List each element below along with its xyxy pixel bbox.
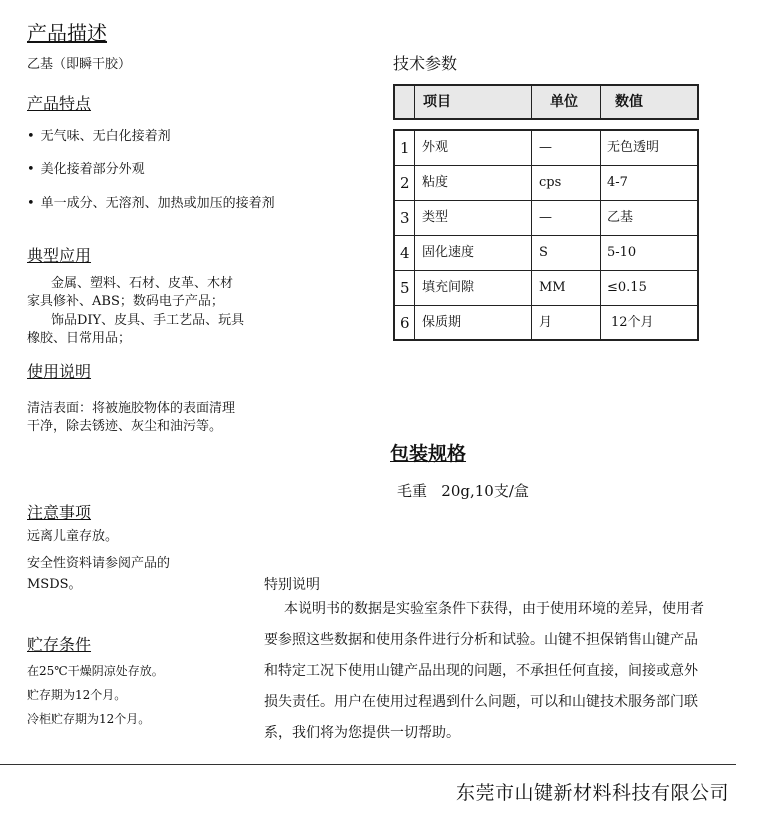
row-item: 粘度 [422, 175, 449, 190]
column-header-unit: 单位 [550, 94, 578, 110]
feature-item: • 单一成分、无溶剂、加热或加压的接着剂 [27, 192, 275, 211]
product-description-text: 乙基（即瞬干胶） [27, 57, 132, 72]
special-note-line: 本说明书的数据是实验室条件下获得，由于使用环境的差异，使用者 [284, 601, 704, 617]
table-row [395, 306, 697, 339]
usage-line: 清洁表面：将被施胶物体的表面清理 [27, 401, 236, 416]
row-number: 4 [400, 244, 410, 262]
product-description-heading: 产品描述 [27, 21, 107, 45]
table-row [395, 131, 697, 166]
row-value: 12个月 [611, 315, 654, 330]
packaging-text: 毛重 20g,10支/盒 [397, 482, 529, 500]
row-unit: MM [539, 280, 566, 295]
special-note-heading: 特别说明 [264, 577, 320, 593]
feature-item: • 美化接着部分外观 [27, 158, 145, 177]
special-note-line: 和特定工况下使用山键产品出现的问题，不承担任何直接，间接或意外 [264, 663, 698, 679]
special-note-line: 要参照这些数据和使用条件进行分析和试验。山键不担保销售山键产品 [264, 632, 698, 648]
row-item: 填充间隙 [422, 280, 475, 295]
row-item: 外观 [422, 140, 449, 155]
table-row [395, 236, 697, 271]
feature-item: • 无气味、无白化接着剂 [27, 125, 171, 144]
usage-line: 干净，除去锈迹、灰尘和油污等。 [27, 419, 223, 434]
row-number: 3 [400, 209, 410, 227]
applications-line: 饰品DIY、皮具、手工艺品、玩具 [51, 313, 245, 328]
footer-company: 东莞市山键新材料科技有限公司 [456, 782, 730, 804]
row-value: 无色透明 [607, 140, 660, 155]
row-item: 固化速度 [422, 245, 475, 260]
row-unit: cps [539, 175, 562, 190]
storage-heading: 贮存条件 [27, 635, 92, 654]
row-unit: 月 [539, 315, 553, 330]
row-number: 2 [400, 174, 410, 192]
applications-line: 金属、塑料、石材、皮革、木材 [51, 276, 234, 291]
row-number: 6 [400, 314, 410, 332]
special-note-line: 损失责任。用户在使用过程遇到什么问题，可以和山键技术服务部门联 [264, 694, 698, 710]
storage-line: 冷柜贮存期为12个月。 [27, 712, 151, 726]
features-heading: 产品特点 [27, 94, 92, 113]
row-unit: S [539, 245, 548, 260]
params-table [393, 129, 699, 341]
cautions-heading: 注意事项 [27, 503, 92, 522]
row-value: 4-7 [607, 175, 628, 190]
row-number: 5 [400, 279, 410, 297]
applications-line: 家具修补、ABS；数码电子产品； [27, 294, 224, 309]
applications-heading: 典型应用 [27, 246, 92, 265]
params-table-header [393, 84, 699, 120]
tech-params-heading: 技术参数 [393, 54, 458, 73]
table-row [395, 166, 697, 201]
row-value: 5-10 [607, 245, 637, 260]
row-item: 保质期 [422, 315, 462, 330]
special-note-body [264, 594, 739, 749]
column-header-item: 项目 [423, 94, 451, 110]
usage-heading: 使用说明 [27, 362, 92, 381]
special-note-line: 系，我们将为您提供一切帮助。 [264, 725, 460, 741]
row-value: 乙基 [607, 210, 634, 225]
column-header-value: 数值 [615, 94, 643, 110]
cautions-line: 远离儿童存放。 [27, 529, 119, 544]
row-value: ≤0.15 [607, 280, 647, 295]
cautions-line: MSDS。 [27, 577, 82, 592]
storage-line: 在25℃干燥阴凉处存放。 [27, 664, 164, 678]
table-row [395, 201, 697, 236]
footer-divider [0, 764, 736, 765]
row-unit: — [539, 140, 552, 155]
row-unit: — [539, 210, 552, 225]
cautions-line: 安全性资料请参阅产品的 [27, 556, 171, 571]
row-number: 1 [400, 139, 410, 157]
storage-line: 贮存期为12个月。 [27, 688, 127, 702]
table-row [395, 271, 697, 306]
packaging-heading: 包装规格 [390, 443, 467, 465]
applications-line: 橡胶、日常用品； [27, 331, 132, 346]
row-item: 类型 [422, 210, 449, 225]
